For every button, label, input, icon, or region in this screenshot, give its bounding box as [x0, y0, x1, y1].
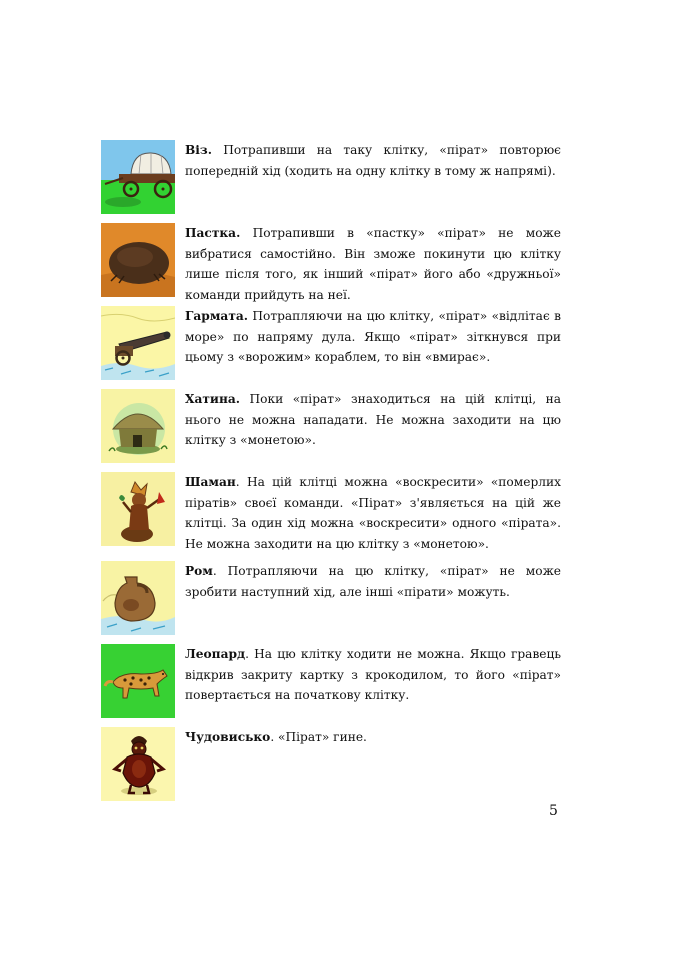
hut-icon: [101, 389, 175, 463]
entry-term: Леопард: [185, 647, 246, 661]
entry-text: [185, 727, 561, 748]
shaman-icon: [101, 472, 175, 546]
page-number: 5: [549, 803, 558, 819]
entry-term: Шаман: [185, 475, 236, 489]
entry-term: Чудовисько: [185, 730, 271, 744]
leopard-icon: [101, 644, 175, 718]
entry-text: [185, 561, 561, 602]
entry-description: Потрапивши в «пастку» «пірат» не може вибратися самостійно. Він зможе покинути цю клітку лише після того, як інший «пірат» його або «дружньої» команди прийдуть на неї.: [185, 226, 561, 302]
entry-description: Потрапляючи на цю клітку, «пірат» «відлітає в море» по напряму дула. Якщо «пірат» зіткнувся при цьому з «ворожим» кораблем, то він «вмирає».: [185, 309, 561, 364]
entry-term: Віз.: [185, 143, 212, 157]
entry-text: [185, 223, 561, 305]
entry-term: Гармата.: [185, 309, 249, 323]
rum-jug-icon: [101, 561, 175, 635]
entry-term: Ром: [185, 564, 213, 578]
entry-text: [185, 472, 561, 554]
entry-description: . На цю клітку ходити не можна. Якщо гравець відкрив закриту картку з крокодилом, то його «пірат» повертається на початкову клітку.: [185, 647, 561, 702]
cannon-icon: [101, 306, 175, 380]
entry-text: [185, 389, 561, 451]
entry-text: [185, 644, 561, 706]
entry-description: . Потрапляючи на цю клітку, «пірат» не може зробити наступний хід, але інші «пірати» можуть.: [185, 564, 561, 599]
trap-icon: [101, 223, 175, 297]
entry-description: Потрапивши на таку клітку, «пірат» повторює попередній хід (ходить на одну клітку в тому ж напрямі).: [185, 143, 561, 178]
entry-text: [185, 306, 561, 368]
entry-text: [185, 140, 561, 181]
entry-description: Поки «пірат» знаходиться на цій клітці, на нього не можна нападати. Не можна заходити на цю клітку з «монетою».: [185, 392, 561, 447]
wagon-icon: [101, 140, 175, 214]
entry-description: . На цій клітці можна «воскресити» «померлих піратів» своєї команди. «Пірат» з'являється на цій же клітці. За один хід можна «воскресити» одного «пірата». Не можна заходити на цю клітку з «монетою».: [185, 475, 561, 551]
entry-term: Хатина.: [185, 392, 241, 406]
monster-icon: [101, 727, 175, 801]
entry-term: Пастка.: [185, 226, 241, 240]
entry-description: . «Пірат» гине.: [270, 730, 367, 744]
